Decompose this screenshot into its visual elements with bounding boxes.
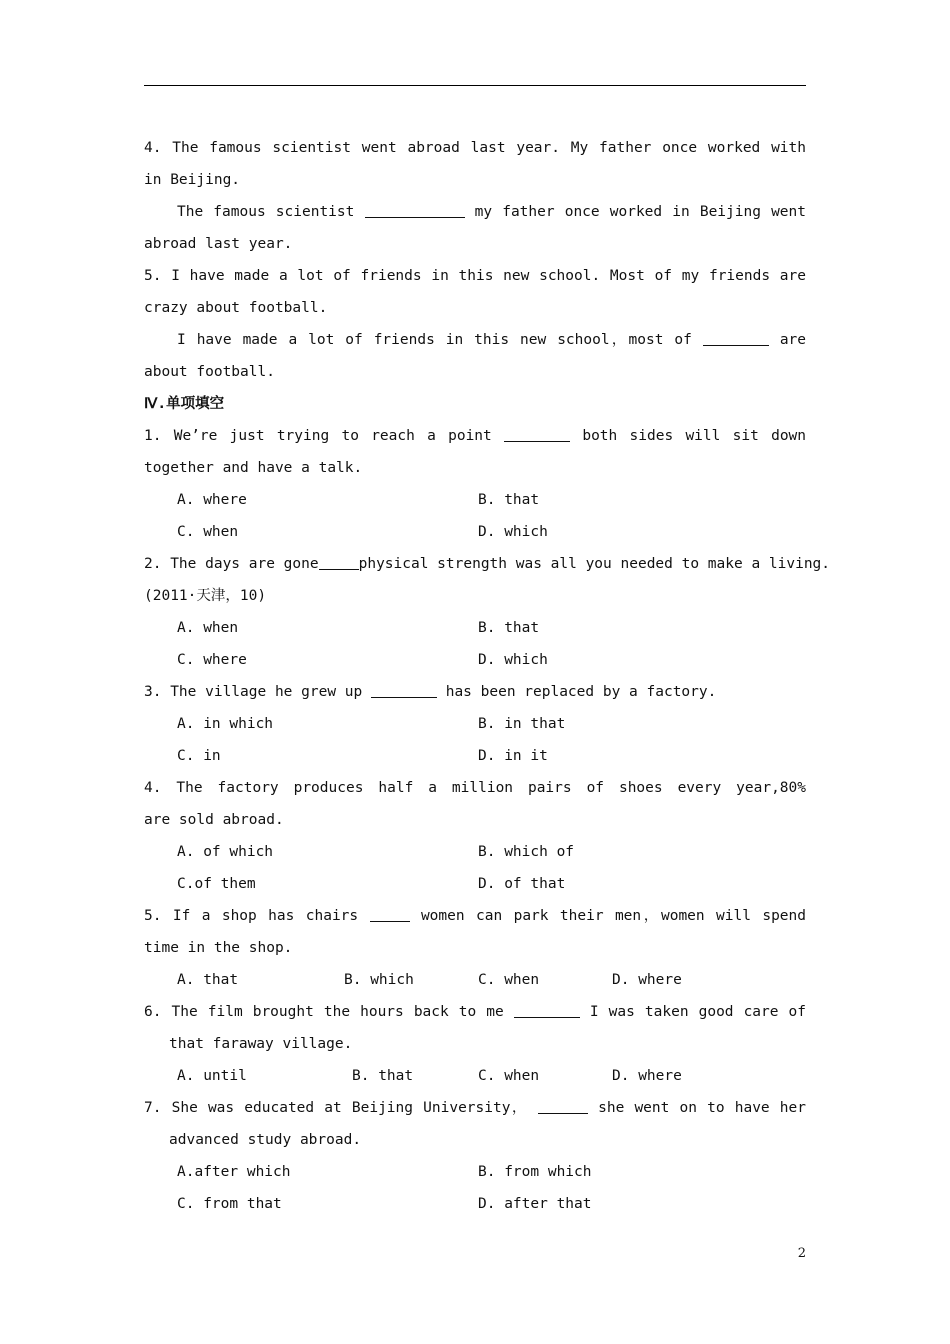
answer-blank[interactable] bbox=[319, 551, 359, 570]
option-c[interactable]: C. where bbox=[177, 652, 247, 668]
section-title: Ⅳ.单项填空 bbox=[144, 396, 225, 412]
header-rule bbox=[144, 85, 806, 86]
question-4-options-row1 bbox=[144, 836, 806, 868]
option-b[interactable]: B. which of bbox=[478, 844, 575, 860]
option-c[interactable]: C.of them bbox=[177, 876, 256, 892]
rewrite-q4-answer-cont: abroad last year. bbox=[144, 236, 293, 252]
option-d[interactable]: D. after that bbox=[478, 1196, 592, 1212]
option-d[interactable]: D. which bbox=[478, 524, 548, 540]
question-2-stem-cont: (2011·天津，10) bbox=[144, 588, 267, 604]
option-b[interactable]: B. that bbox=[478, 620, 540, 636]
question-7-options-row2 bbox=[144, 1188, 806, 1220]
rewrite-q5-sentence: 5. I have made a lot of friends in this new school. Most of my friends are bbox=[144, 268, 806, 284]
answer-blank[interactable] bbox=[703, 327, 769, 346]
option-d[interactable]: D. which bbox=[478, 652, 548, 668]
question-1-stem-cont: together and have a talk. bbox=[144, 460, 363, 476]
question-5-stem: 5. If a shop has chairs women can park their men，women will spend bbox=[144, 900, 806, 932]
option-a[interactable]: A. in which bbox=[177, 716, 274, 732]
document-body bbox=[144, 132, 831, 1220]
rewrite-q4-answer: The famous scientist my father once worked in Beijing went bbox=[144, 196, 806, 228]
answer-blank[interactable] bbox=[365, 199, 465, 218]
question-4-options-row2 bbox=[144, 868, 806, 900]
option-a[interactable]: A. that bbox=[177, 972, 239, 988]
question-6-options bbox=[144, 1060, 806, 1092]
option-b[interactable]: B. that bbox=[478, 492, 540, 508]
option-b[interactable]: B. that bbox=[352, 1068, 414, 1084]
rewrite-q4-sentence: 4. The famous scientist went abroad last year. My father once worked with bbox=[144, 140, 806, 156]
option-c[interactable]: C. when bbox=[177, 524, 239, 540]
option-a[interactable]: A.after which bbox=[177, 1164, 291, 1180]
option-b[interactable]: B. in that bbox=[478, 716, 566, 732]
rewrite-q5-sentence-cont: crazy about football. bbox=[144, 300, 328, 316]
option-b[interactable]: B. which bbox=[344, 972, 414, 988]
option-d[interactable]: D. in it bbox=[478, 748, 548, 764]
option-c[interactable]: C. from that bbox=[177, 1196, 282, 1212]
question-5-options bbox=[144, 964, 806, 996]
question-6-stem-cont: that faraway village. bbox=[169, 1036, 353, 1052]
question-1-stem: 1. We’re just trying to reach a point both sides will sit down bbox=[144, 420, 806, 452]
question-2-stem: 2. The days are gone physical strength was all you needed to make a living. bbox=[144, 548, 806, 580]
answer-blank[interactable] bbox=[514, 999, 580, 1018]
option-a[interactable]: A. where bbox=[177, 492, 247, 508]
rewrite-q5-answer-cont: about football. bbox=[144, 364, 275, 380]
question-1-options-row1 bbox=[144, 484, 806, 516]
answer-blank[interactable] bbox=[504, 423, 570, 442]
question-7-stem: 7. She was educated at Beijing University， she went on to have her bbox=[144, 1092, 806, 1124]
question-7-options-row1 bbox=[144, 1156, 806, 1188]
option-d[interactable]: D. of that bbox=[478, 876, 566, 892]
rewrite-q5-answer: I have made a lot of friends in this new school，most of are bbox=[144, 324, 806, 356]
question-5-stem-cont: time in the shop. bbox=[144, 940, 293, 956]
option-d[interactable]: D. where bbox=[612, 1068, 682, 1084]
option-d[interactable]: D. where bbox=[612, 972, 682, 988]
option-a[interactable]: A. until bbox=[177, 1068, 247, 1084]
question-4-stem-cont: are sold abroad. bbox=[144, 812, 284, 828]
rewrite-q4-sentence-cont: in Beijing. bbox=[144, 172, 241, 188]
answer-blank[interactable] bbox=[371, 679, 437, 698]
question-6-stem: 6. The film brought the hours back to me I was taken good care of bbox=[144, 996, 806, 1028]
question-1-options-row2 bbox=[144, 516, 806, 548]
question-2-options-row2 bbox=[144, 644, 806, 676]
answer-blank[interactable] bbox=[370, 903, 410, 922]
option-a[interactable]: A. of which bbox=[177, 844, 274, 860]
question-3-options-row1 bbox=[144, 708, 806, 740]
option-c[interactable]: C. in bbox=[177, 748, 221, 764]
option-b[interactable]: B. from which bbox=[478, 1164, 592, 1180]
option-a[interactable]: A. when bbox=[177, 620, 239, 636]
question-2-options-row1 bbox=[144, 612, 806, 644]
page-number: 2 bbox=[797, 1246, 806, 1261]
option-c[interactable]: C. when bbox=[478, 1068, 540, 1084]
question-3-stem: 3. The village he grew up has been replaced by a factory. bbox=[144, 676, 806, 708]
question-4-stem: 4. The factory produces half a million pairs of shoes every year,80% bbox=[144, 772, 806, 804]
option-c[interactable]: C. when bbox=[478, 972, 540, 988]
question-7-stem-cont: advanced study abroad. bbox=[169, 1132, 362, 1148]
answer-blank[interactable] bbox=[538, 1095, 588, 1114]
question-3-options-row2 bbox=[144, 740, 806, 772]
